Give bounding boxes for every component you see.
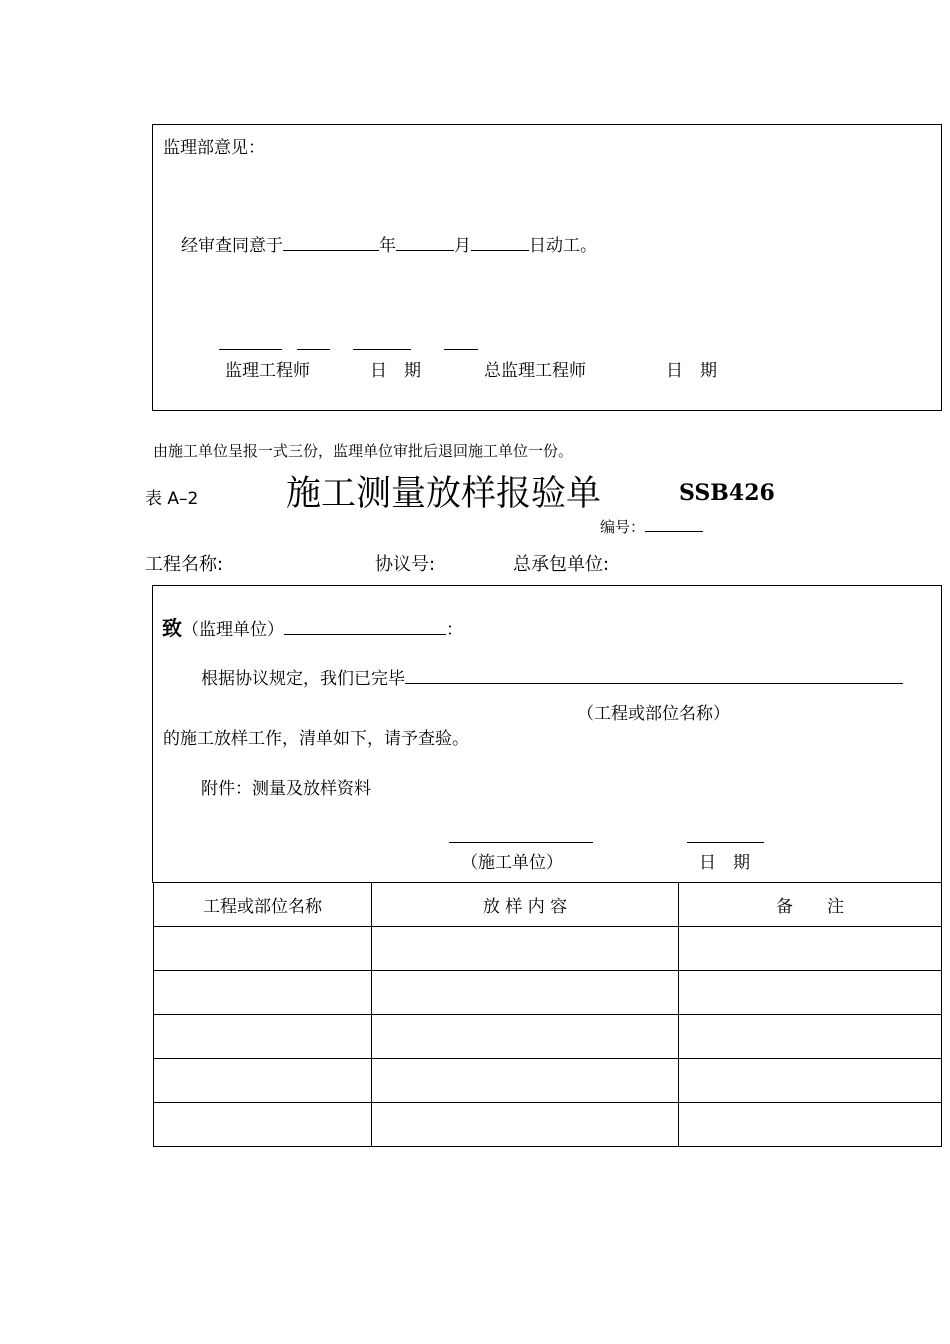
project-part-hint: （工程或部位名称） bbox=[577, 704, 730, 724]
table-row bbox=[154, 1015, 942, 1059]
form-title: 施工测量放样报验单 bbox=[286, 474, 602, 514]
sig-chief-label: 总监理工程师 bbox=[484, 361, 586, 381]
day-field[interactable] bbox=[471, 232, 529, 251]
table-cell[interactable] bbox=[372, 927, 679, 971]
completion-prefix: 根据协议规定，我们已完毕 bbox=[201, 669, 405, 689]
approve-line bbox=[181, 231, 597, 256]
contractor-label: 总承包单位: bbox=[513, 554, 610, 575]
sig-engineer-label: 监理工程师 bbox=[225, 361, 310, 381]
sig-date1-label: 日 期 bbox=[370, 361, 421, 381]
sig-line-date1 bbox=[297, 349, 330, 350]
year-field[interactable] bbox=[283, 232, 379, 251]
table-cell[interactable] bbox=[154, 1103, 372, 1147]
date-label: 日 期 bbox=[699, 853, 750, 873]
table-cell[interactable] bbox=[679, 1015, 942, 1059]
day-label: 日动工。 bbox=[529, 236, 597, 256]
opinion-box bbox=[152, 124, 942, 411]
table-cell[interactable] bbox=[679, 927, 942, 971]
header-project-part: 工程或部位名称 bbox=[154, 883, 372, 927]
to-colon: ： bbox=[446, 620, 463, 640]
attachment-line: 附件：测量及放样资料 bbox=[201, 779, 371, 799]
layout-items-table bbox=[153, 882, 942, 1147]
supervision-unit-field[interactable] bbox=[284, 616, 446, 635]
table-cell[interactable] bbox=[679, 1059, 942, 1103]
agreement-label: 协议号: bbox=[375, 554, 436, 575]
table-cell[interactable] bbox=[372, 971, 679, 1015]
project-name-label: 工程名称: bbox=[145, 554, 224, 575]
table-cell[interactable] bbox=[154, 971, 372, 1015]
construction-unit-label: （施工单位） bbox=[461, 853, 563, 873]
month-label: 月 bbox=[454, 236, 471, 256]
year-label: 年 bbox=[379, 236, 396, 256]
request-box bbox=[152, 585, 942, 883]
number-field[interactable] bbox=[645, 515, 703, 532]
approve-prefix: 经审查同意于 bbox=[181, 236, 283, 256]
month-field[interactable] bbox=[396, 232, 454, 251]
table-row bbox=[154, 1103, 942, 1147]
number-line bbox=[600, 515, 703, 537]
table-cell[interactable] bbox=[372, 1103, 679, 1147]
table-number: 表 A–2 bbox=[145, 489, 199, 509]
opinion-heading: 监理部意见： bbox=[163, 138, 265, 158]
table-row bbox=[154, 971, 942, 1015]
submission-note: 由施工单位呈报一式三份，监理单位审批后退回施工单位一份。 bbox=[153, 442, 574, 460]
table-cell[interactable] bbox=[372, 1015, 679, 1059]
table-cell[interactable] bbox=[154, 1015, 372, 1059]
completion-line bbox=[201, 664, 903, 689]
construction-unit-sig-line bbox=[449, 842, 593, 843]
table-cell[interactable] bbox=[372, 1059, 679, 1103]
to-line bbox=[162, 612, 463, 641]
header-remarks: 备 注 bbox=[679, 883, 942, 927]
table-row bbox=[154, 1059, 942, 1103]
to-unit: （监理单位） bbox=[182, 620, 284, 640]
table-cell[interactable] bbox=[679, 1103, 942, 1147]
sig-date2-label: 日 期 bbox=[666, 361, 717, 381]
table-row bbox=[154, 927, 942, 971]
table-header-row bbox=[154, 883, 942, 927]
sig-line-date2 bbox=[444, 349, 478, 350]
header-layout-content: 放 样 内 容 bbox=[372, 883, 679, 927]
sig-line-chief bbox=[353, 349, 411, 350]
table-cell[interactable] bbox=[154, 927, 372, 971]
sig-line-engineer bbox=[219, 349, 282, 350]
layout-work-line: 的施工放样工作，清单如下，请予查验。 bbox=[163, 729, 469, 749]
project-part-field[interactable] bbox=[405, 665, 903, 684]
table-cell[interactable] bbox=[154, 1059, 372, 1103]
form-code: SSB426 bbox=[679, 480, 775, 506]
table-cell[interactable] bbox=[679, 971, 942, 1015]
number-label: 编号： bbox=[600, 518, 646, 536]
to-char: 致 bbox=[162, 616, 182, 640]
date-sig-line bbox=[687, 842, 764, 843]
